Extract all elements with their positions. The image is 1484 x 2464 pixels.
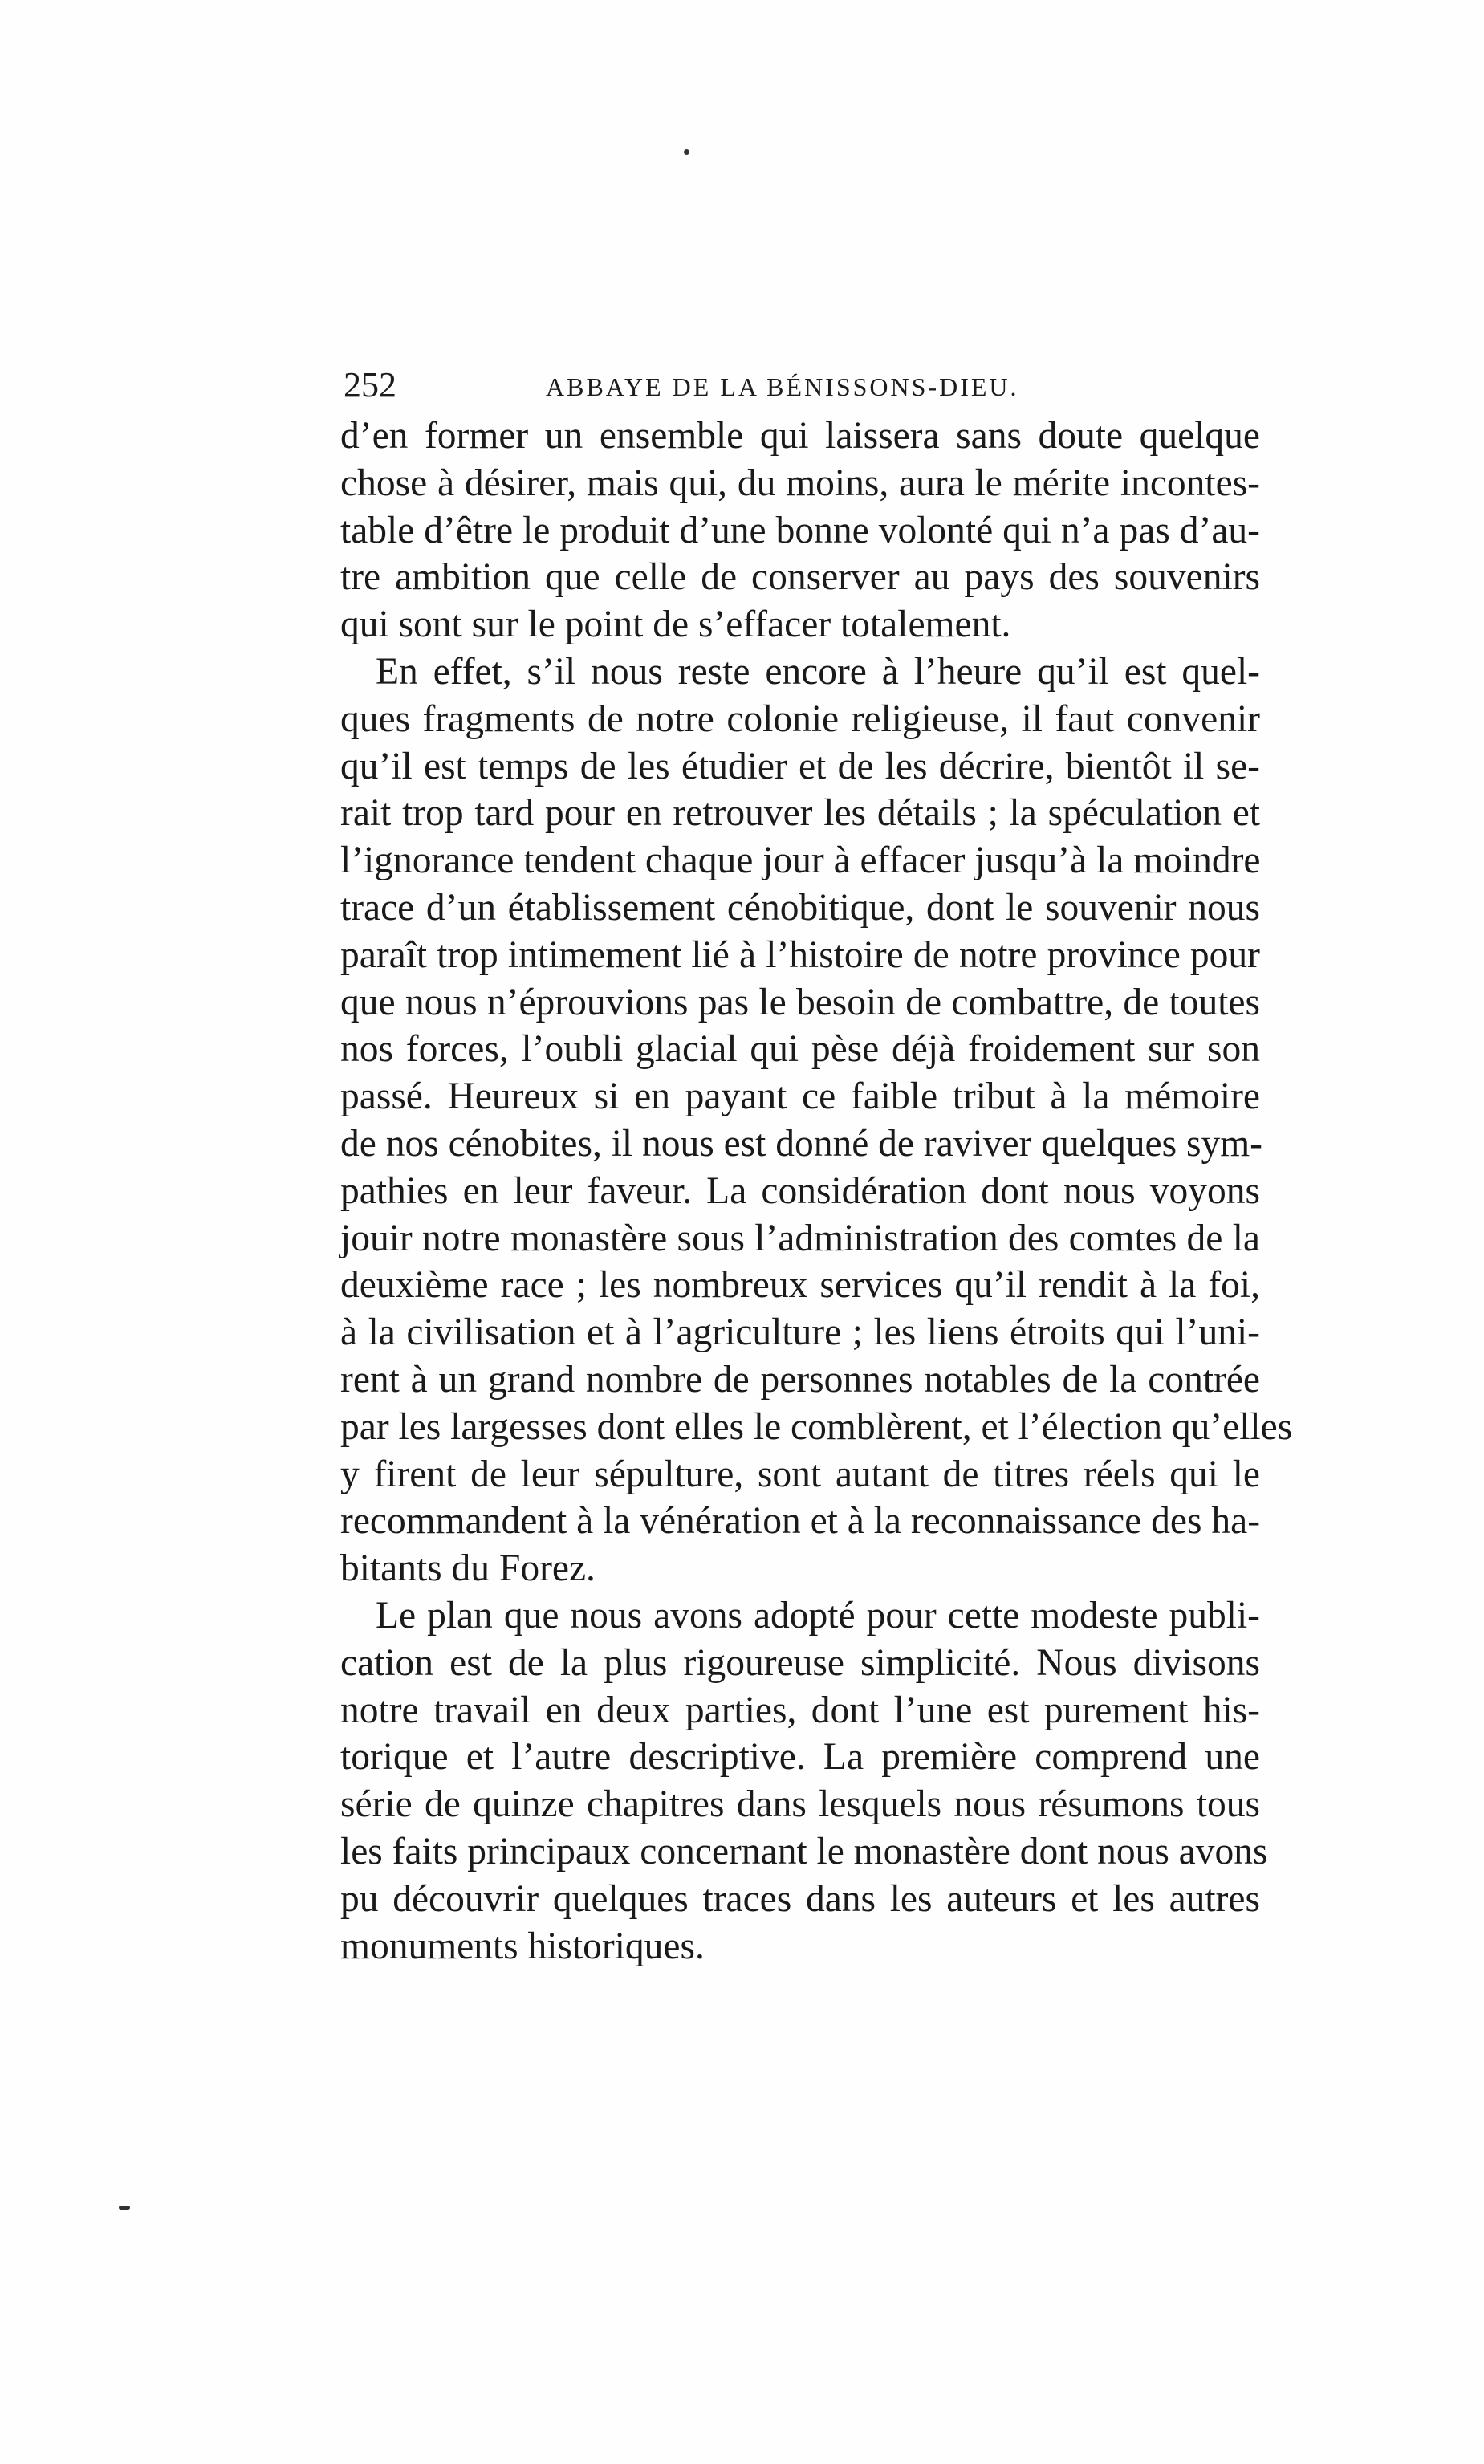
text-line: passé. Heureux si en payant ce faible tribut à la mémoire xyxy=(340,1075,1260,1118)
text-line: table d’être le produit d’une bonne volonté qui n’a pas d’au- xyxy=(340,509,1260,551)
text-line: deuxième race ; les nombreux services qu’il rendit à la foi, xyxy=(340,1264,1260,1307)
page-header xyxy=(344,363,1260,408)
text-line: à la civilisation et à l’agriculture ; les liens étroits qui l’uni- xyxy=(340,1311,1260,1354)
text-line: torique et l’autre descriptive. La première comprend une xyxy=(340,1736,1260,1779)
ink-speck xyxy=(684,149,689,155)
text-line: qui sont sur le point de s’effacer totalement. xyxy=(340,604,1011,646)
text-line: recommandent à la vénération et à la reconnaissance des ha- xyxy=(340,1500,1261,1543)
paragraph xyxy=(340,1592,1268,1970)
text-line: cation est de la plus rigoureuse simplicité. Nous divisons xyxy=(340,1641,1260,1684)
text-line: qu’il est temps de les étudier et de les décrire, bientôt il se- xyxy=(340,745,1260,787)
text-line: paraît trop intimement lié à l’histoire de notre province pour xyxy=(340,933,1260,976)
running-title: ABBAYE DE LA BÉNISSONS-DIEU. xyxy=(546,372,1019,401)
text-line: que nous n’éprouvions pas le besoin de combattre, de toutes xyxy=(340,981,1260,1023)
text-line: monuments historiques. xyxy=(340,1925,705,1967)
text-line: trace d’un établissement cénobitique, dont le souvenir nous xyxy=(340,886,1260,929)
text-line: pathies en leur faveur. La considération dont nous voyons xyxy=(340,1169,1260,1212)
paragraph xyxy=(340,413,1260,649)
text-line: série de quinze chapitres dans lesquels nous résumons tous xyxy=(340,1783,1260,1826)
text-line: pu découvrir quelques traces dans les auteurs et les autres xyxy=(340,1877,1260,1920)
text-line: tre ambition que celle de conserver au pays des souvenirs xyxy=(340,556,1260,599)
text-line: d’en former un ensemble qui laissera sans doute quelque xyxy=(340,415,1260,457)
text-line: En effet, s’il nous reste encore à l’heure qu’il est quel- xyxy=(376,650,1260,693)
text-line: jouir notre monastère sous l’administration des comtes de la xyxy=(340,1217,1260,1259)
text-line: les faits principaux concernant le monastère dont nous avons xyxy=(340,1830,1268,1872)
text-line: chose à désirer, mais qui, du moins, aura le mérite incontes- xyxy=(340,461,1260,504)
paragraph xyxy=(340,649,1293,1592)
text-line: ques fragments de notre colonie religieuse, il faut convenir xyxy=(340,697,1260,740)
text-line: bitants du Forez. xyxy=(340,1547,596,1590)
page-number: 252 xyxy=(344,365,396,405)
text-line: notre travail en deux parties, dont l’une est purement his- xyxy=(340,1689,1260,1731)
ink-speck xyxy=(119,2206,130,2210)
text-line: nos forces, l’oubli glacial qui pèse déjà froidement sur son xyxy=(340,1028,1260,1071)
text-line: de nos cénobites, il nous est donné de raviver quelques sym- xyxy=(340,1122,1262,1165)
text-line: rait trop tard pour en retrouver les détails ; la spéculation et xyxy=(340,792,1260,835)
text-line: Le plan que nous avons adopté pour cette modeste publi- xyxy=(376,1594,1260,1637)
text-line: y firent de leur sépulture, sont autant de titres réels qui le xyxy=(340,1453,1260,1495)
text-line: par les largesses dont elles le comblèrent, et l’élection qu’elles xyxy=(340,1405,1293,1448)
text-line: rent à un grand nombre de personnes notables de la contrée xyxy=(340,1358,1260,1401)
text-line: l’ignorance tendent chaque jour à effacer jusqu’à la moindre xyxy=(340,840,1261,882)
text-body xyxy=(340,413,1293,1970)
